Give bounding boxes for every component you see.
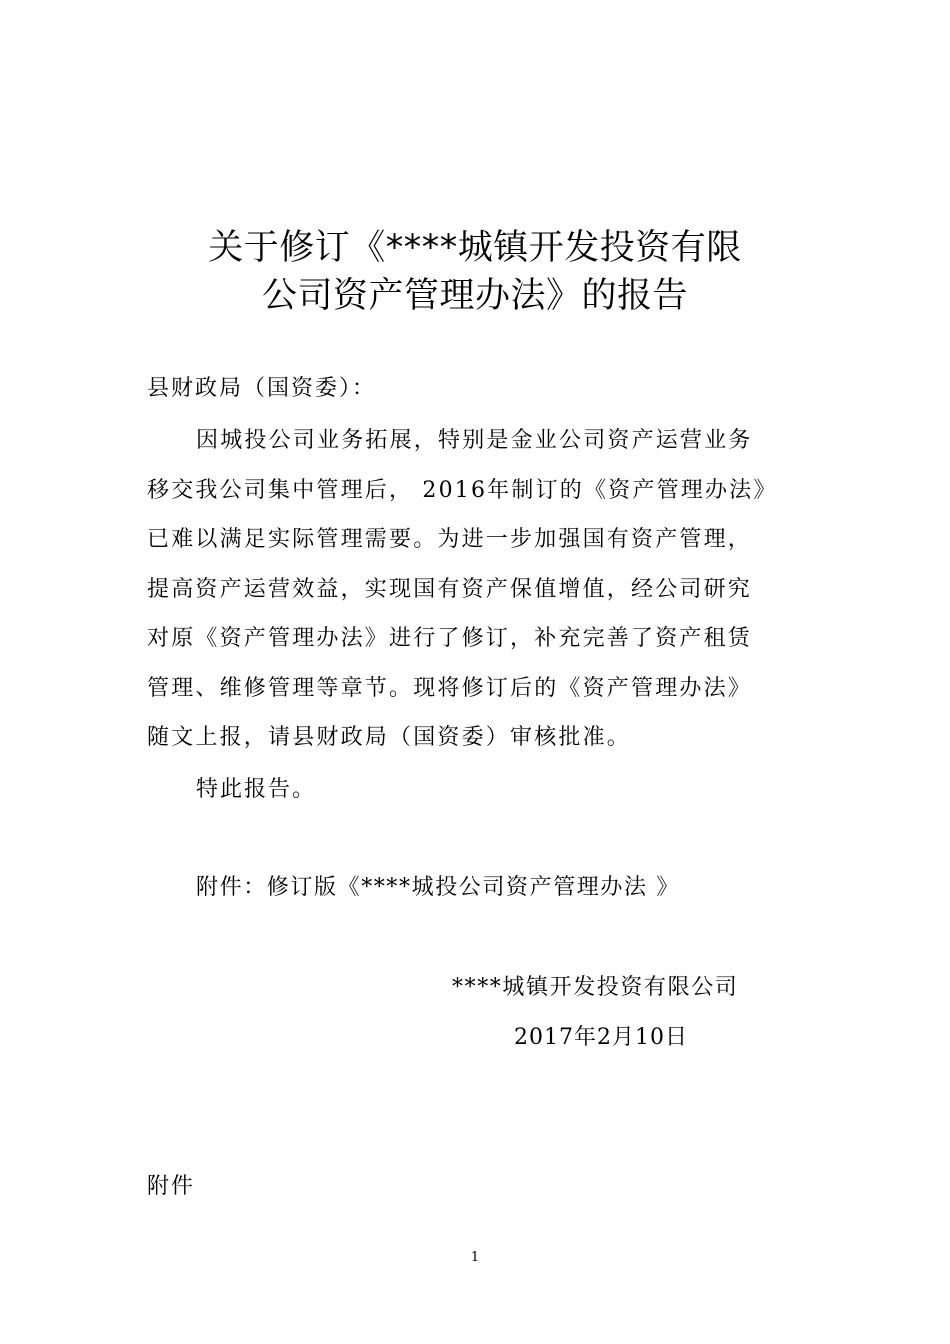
document-date: 2017年2月10日 bbox=[514, 1025, 688, 1050]
report-title-line-1: 关于修订《****城镇开发投资有限 bbox=[208, 228, 742, 268]
body-line-5: 对原《资产管理办法》进行了修订，补充完善了资产租赁 bbox=[147, 626, 753, 651]
report-title-line-2: 公司资产管理办法》的报告 bbox=[261, 276, 688, 316]
closing-remark: 特此报告。 bbox=[196, 777, 317, 802]
body-paragraph bbox=[147, 421, 807, 768]
body-line-4: 提高资产运营效益，实现国有资产保值增值，经公司研究 bbox=[147, 576, 753, 602]
body-line-3: 已难以满足实际管理需要。为进一步加强国有资产管理， bbox=[147, 527, 753, 552]
attachment-note: 附件：修订版《****城投公司资产管理办法 》 bbox=[196, 875, 680, 900]
body-line-2: 移交我公司集中管理后， 2016年制订的《资产管理办法》 bbox=[147, 477, 778, 503]
salutation: 县财政局（国资委）： bbox=[147, 376, 377, 401]
body-line-7: 随文上报，请县财政局（国资委）审核批准。 bbox=[147, 725, 632, 750]
page-number: 1 bbox=[470, 1250, 480, 1265]
report-title bbox=[0, 224, 950, 320]
company-signature: ****城镇开发投资有限公司 bbox=[452, 975, 739, 1000]
body-line-6: 管理、维修管理等章节。现将修订后的《资产管理办法》 bbox=[147, 675, 753, 701]
body-line-1: 因城投公司业务拓展，特别是金业公司资产运营业务 bbox=[196, 428, 753, 453]
attachment-heading: 附件 bbox=[147, 1174, 196, 1199]
